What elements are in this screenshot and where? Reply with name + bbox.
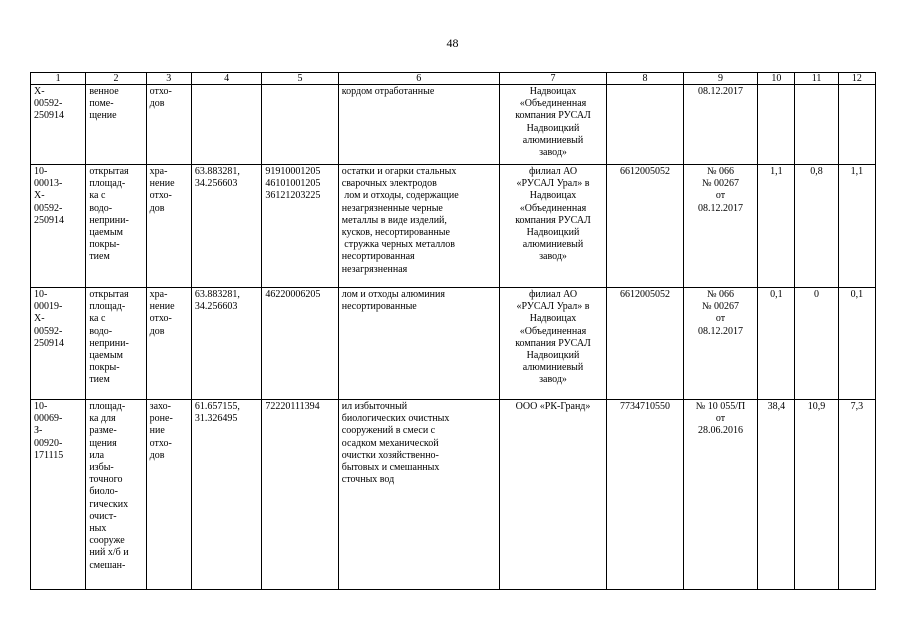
waste-code-cell: 72220111394 [262, 400, 338, 590]
column-header: 2 [86, 73, 146, 85]
license-cell: № 066 № 00267 от 08.12.2017 [683, 165, 757, 288]
column-header: 9 [683, 73, 757, 85]
operator-cell: филиал АО «РУСАЛ Урал» в Надвоицах «Объединенная компания РУСАЛ Надвоицкий алюминиевый завод» [499, 288, 607, 400]
license-cell: № 066 № 00267 от 08.12.2017 [683, 288, 757, 400]
value-cell-10 [758, 85, 795, 165]
license-cell: № 10 055/П от 28.06.2016 [683, 400, 757, 590]
column-header: 7 [499, 73, 607, 85]
waste-facility-table [30, 72, 876, 590]
column-number-row [31, 73, 876, 85]
object-number-cell: 10- 00013- Х- 00592- 250914 [31, 165, 86, 288]
object-type-cell: открытая площад- ка с водо- неприни- цаемым покры- тием [86, 288, 146, 400]
table-row [31, 85, 876, 165]
column-header: 11 [795, 73, 838, 85]
inn-cell: 7734710550 [607, 400, 683, 590]
column-header: 1 [31, 73, 86, 85]
coordinates-cell: 63.883281, 34.256603 [191, 165, 261, 288]
purpose-cell: хра- нение отхо- дов [146, 165, 191, 288]
object-number-cell: Х- 00592- 250914 [31, 85, 86, 165]
purpose-cell: захо- роне- ние отхо- дов [146, 400, 191, 590]
column-header: 3 [146, 73, 191, 85]
page-number: 48 [446, 36, 459, 50]
license-cell: 08.12.2017 [683, 85, 757, 165]
coordinates-cell: 63.883281, 34.256603 [191, 288, 261, 400]
value-cell-10: 1,1 [758, 165, 795, 288]
operator-cell: Надвоицах «Объединенная компания РУСАЛ Надвоицкий алюминиевый завод» [499, 85, 607, 165]
purpose-cell: отхо- дов [146, 85, 191, 165]
waste-code-cell: 46220006205 [262, 288, 338, 400]
object-number-cell: 10- 00069- З- 00920- 171115 [31, 400, 86, 590]
operator-cell: ООО «РК-Гранд» [499, 400, 607, 590]
value-cell-10: 38,4 [758, 400, 795, 590]
purpose-cell: хра- нение отхо- дов [146, 288, 191, 400]
column-header: 10 [758, 73, 795, 85]
column-header: 5 [262, 73, 338, 85]
value-cell-12: 7,3 [838, 400, 875, 590]
waste-name-cell: лом и отходы алюминия несортированные [338, 288, 499, 400]
table-row [31, 400, 876, 590]
value-cell-11: 0 [795, 288, 838, 400]
inn-cell: 6612005052 [607, 165, 683, 288]
value-cell-11: 0,8 [795, 165, 838, 288]
column-header: 8 [607, 73, 683, 85]
object-number-cell: 10- 00019- Х- 00592- 250914 [31, 288, 86, 400]
value-cell-12: 1,1 [838, 165, 875, 288]
value-cell-12 [838, 85, 875, 165]
value-cell-12: 0,1 [838, 288, 875, 400]
column-header: 4 [191, 73, 261, 85]
object-type-cell: площад- ка для разме- щения ила избы- точного биоло- гических очист- ных сооруже ний х/б и смешан- [86, 400, 146, 590]
table-row [31, 288, 876, 400]
inn-cell: 6612005052 [607, 288, 683, 400]
column-header: 6 [338, 73, 499, 85]
waste-code-cell [262, 85, 338, 165]
coordinates-cell: 61.657155, 31.326495 [191, 400, 261, 590]
table-row [31, 165, 876, 288]
object-type-cell: венное поме- щение [86, 85, 146, 165]
object-type-cell: открытая площад- ка с водо- неприни- цаемым покры- тием [86, 165, 146, 288]
value-cell-11 [795, 85, 838, 165]
coordinates-cell [191, 85, 261, 165]
inn-cell [607, 85, 683, 165]
value-cell-11: 10,9 [795, 400, 838, 590]
waste-name-cell: ил избыточный биологических очистных сооружений в смеси с осадком механической очистки хозяйственно- бытовых и смешанных сточных вод [338, 400, 499, 590]
waste-name-cell: кордом отработанные [338, 85, 499, 165]
waste-code-cell: 91910001205 46101001205 36121203225 [262, 165, 338, 288]
operator-cell: филиал АО «РУСАЛ Урал» в Надвоицах «Объединенная компания РУСАЛ Надвоицкий алюминиевый завод» [499, 165, 607, 288]
column-header: 12 [838, 73, 875, 85]
value-cell-10: 0,1 [758, 288, 795, 400]
waste-name-cell: остатки и огарки стальных сварочных электродов лом и отходы, содержащие незагрязненные черные металлы в виде изделий, кусков, несортированные стружка черных металлов несортированная незагрязненная [338, 165, 499, 288]
